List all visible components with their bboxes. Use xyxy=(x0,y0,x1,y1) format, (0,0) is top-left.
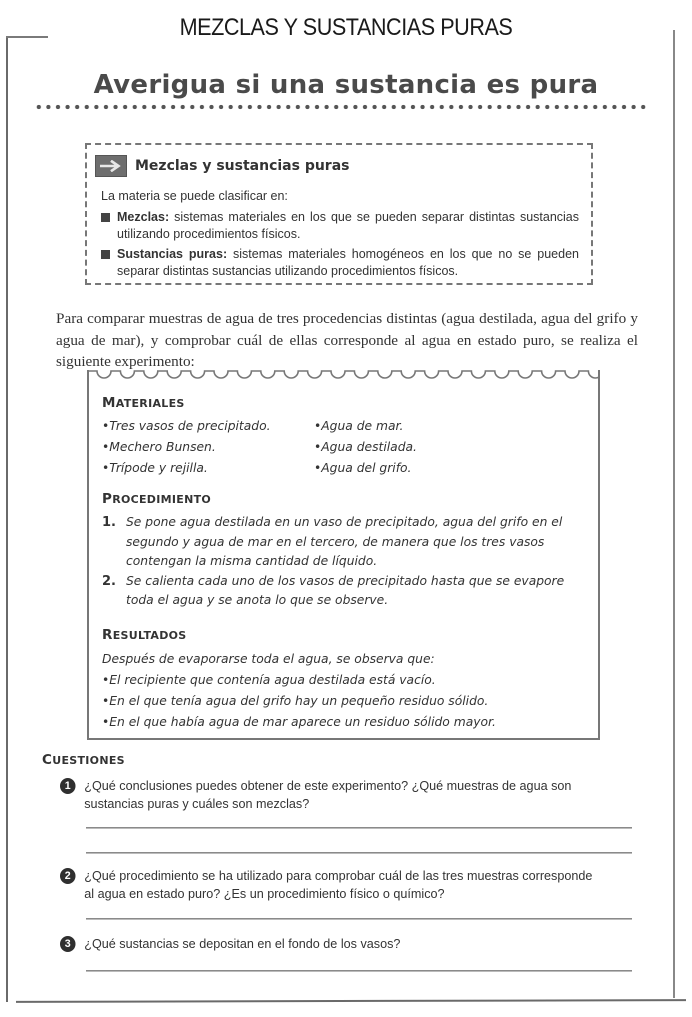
material-item: • Agua destilada. xyxy=(314,438,514,456)
question-text: ¿Qué procedimiento se ha utilizado para comprobar cuál de las tres muestras corresponde al agua en estado puro? ¿Es un procedimiento físico o químico? xyxy=(84,868,593,901)
concept-item-sustancias-puras xyxy=(101,246,579,280)
procedure-heading: PROCEDIMIENTO xyxy=(102,491,212,507)
answer-line[interactable] xyxy=(86,852,632,854)
question-1 xyxy=(60,777,603,813)
result-item: • El recipiente que contenía agua destilada está vacío. xyxy=(102,670,592,691)
answer-line[interactable] xyxy=(86,970,632,972)
frame-border-right xyxy=(673,30,675,998)
frame-border-bottom xyxy=(16,999,686,1003)
concept-body xyxy=(101,188,579,283)
procedure-list xyxy=(102,513,592,611)
material-item: • Trípode y rejilla. xyxy=(102,459,314,477)
concept-definition: sistemas materiales en los que se pueden separar distintas sustancias utilizando procedimientos físicos. xyxy=(117,210,579,241)
result-item: • En el que tenía agua del grifo hay un pequeño residuo sólido. xyxy=(102,691,592,712)
concept-intro: La materia se puede clasificar en: xyxy=(101,189,288,203)
procedure-step xyxy=(102,572,592,611)
question-text: ¿Qué sustancias se depositan en el fondo de los vasos? xyxy=(84,936,401,951)
step-number: 2. xyxy=(102,573,116,589)
intro-paragraph: Para comparar muestras de agua de tres procedencias distintas (agua destilada, agua del grifo y agua de mar), y comprobar cuál de ellas corresponde al agua en estado puro, se realiza el siguiente experimento: xyxy=(56,310,638,370)
question-3 xyxy=(60,935,603,953)
answer-line[interactable] xyxy=(86,827,632,829)
concept-term: Mezclas: xyxy=(117,210,170,224)
dotted-divider xyxy=(34,104,646,110)
question-2 xyxy=(60,867,603,903)
step-text: Se pone agua destilada en un vaso de precipitado, agua del grifo en el segundo y agua de mar en el tercero, de manera que los tres vasos contengan la misma cantidad de líquido. xyxy=(126,515,563,568)
concept-title: Mezclas y sustancias puras xyxy=(135,158,350,174)
material-item: • Agua del grifo. xyxy=(314,459,514,477)
square-bullet-icon xyxy=(101,250,110,259)
question-text: ¿Qué conclusiones puedes obtener de este experimento? ¿Qué muestras de agua son sustancias puras y cuáles son mezclas? xyxy=(84,778,572,811)
material-item: • Mechero Bunsen. xyxy=(102,438,314,456)
number-badge-icon: 3 xyxy=(60,936,76,952)
concept-term: Sustancias puras: xyxy=(117,247,228,261)
results-intro: Después de evaporarse toda el agua, se observa que: xyxy=(102,651,435,666)
concept-box xyxy=(85,143,593,285)
number-badge-icon: 1 xyxy=(60,778,76,794)
arrow-right-icon xyxy=(95,155,127,177)
frame-border-left xyxy=(6,36,8,1002)
square-bullet-icon xyxy=(101,213,110,222)
material-item: • Tres vasos de precipitado. xyxy=(102,417,314,435)
result-item: • En el que había agua de mar aparece un residuo sólido mayor. xyxy=(102,712,592,733)
materials-heading: MATERIALES xyxy=(102,395,185,411)
results-list xyxy=(102,649,592,733)
frame-border-top xyxy=(6,36,48,38)
questions-heading: CUESTIONES xyxy=(42,752,125,768)
procedure-step xyxy=(102,513,592,572)
results-heading: RESULTADOS xyxy=(102,626,187,643)
step-number: 1. xyxy=(102,515,116,530)
page-header: MEZCLAS Y SUSTANCIAS PURAS xyxy=(179,14,513,41)
concept-header xyxy=(95,155,350,177)
answer-line[interactable] xyxy=(86,918,632,920)
experiment-content xyxy=(102,395,592,733)
materials-list xyxy=(102,417,592,477)
step-text: Se calienta cada uno de los vasos de precipitado hasta que se evapore toda el agua y se anota lo que se observe. xyxy=(126,573,565,607)
concept-definition: sistemas materiales homogéneos en los que no se pueden separar distintas sustancias utilizando procedimientos físicos. xyxy=(117,247,579,278)
concept-item-mezclas xyxy=(101,209,579,243)
page-title: Averigua si una sustancia es pura xyxy=(93,70,599,100)
material-item: • Agua de mar. xyxy=(314,417,514,435)
number-badge-icon: 2 xyxy=(60,868,76,884)
